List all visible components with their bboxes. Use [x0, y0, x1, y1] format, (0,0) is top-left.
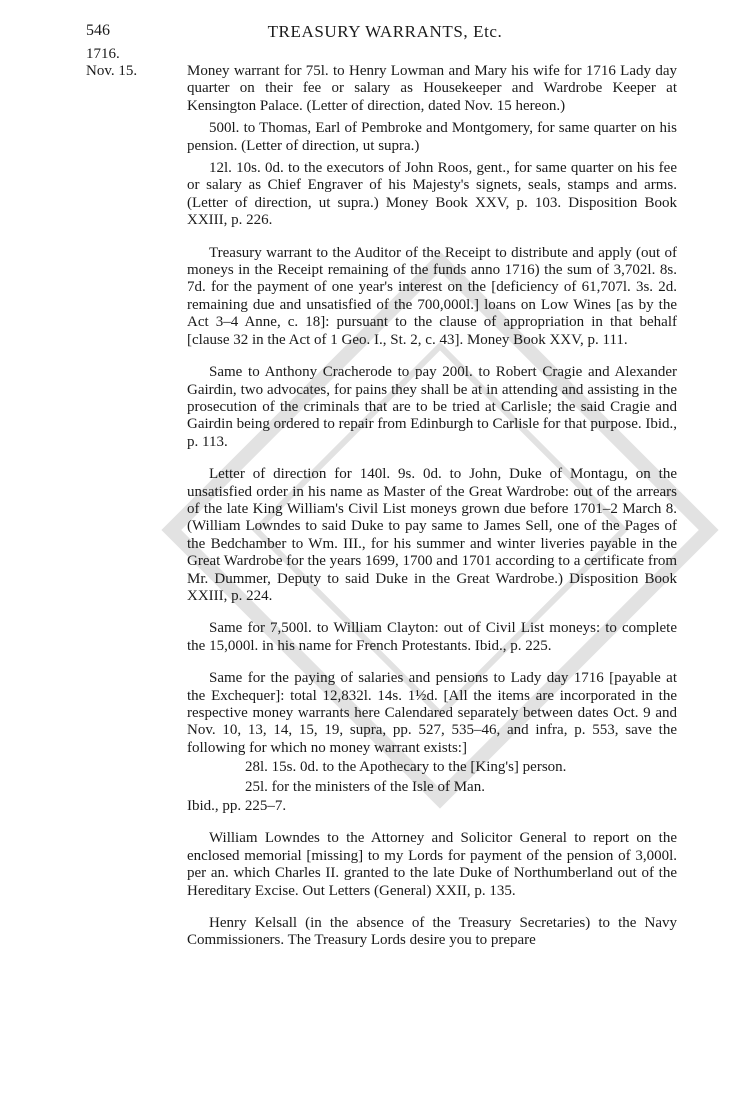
page-header	[76, 22, 694, 46]
entry-paragraph: Same for 7,500l. to William Clayton: out of Civil List moneys: to complete the 15,000l. in his name for French Protestants. Ibid., p. 225.	[187, 620, 677, 654]
entry-paragraph: 500l. to Thomas, Earl of Pembroke and Montgomery, for same quarter on his pension. (Letter of direction, ut supra.)	[187, 120, 677, 154]
entry-paragraph: Same for the paying of salaries and pensions to Lady day 1716 [payable at the Exchequer]: total 12,832l. 14s. 1½d. [All the items are incorporated in the respective money warrants here Calendared separately between dates Oct. 9 and Nov. 10, 13, 14, 15, 19, supra, pp. 527, 535–46, and infra, p. 553, save the following for which no money warrant exists:]	[187, 670, 677, 756]
entry-paragraph: Same to Anthony Cracherode to pay 200l. to Robert Cragie and Alexander Gairdin, two advocates, for pains they shall be at in attending and assisting in the prosecution of the criminals that are to be tried at Carlisle; the said Cragie and Gairdin being ordered to repair from Edinburgh to Carlisle for that purpose. Ibid., p. 113.	[187, 364, 678, 450]
entry-reference: Ibid., pp. 225–7.	[187, 798, 287, 815]
entry-subitem: 28l. 15s. 0d. to the Apothecary to the [King's] person.	[245, 759, 567, 776]
entry-paragraph: Treasury warrant to the Auditor of the Receipt to distribute and apply (out of moneys in the Receipt remaining of the funds anno 1716) the sum of 3,702l. 8s. 7d. for the payment of one year's interest on the [deficiency of 61,707l. 3s. 2d. remaining due and unsatisfied of the 700,000l.] loans on Low Wines [as by the Act 3–4 Anne, c. 18]: pursuant to the clause of appropriation in that behalf [clause 32 in the Act of 1 Geo. I., St. 2, c. 43]. Money Book XXV, p. 111.	[187, 244, 677, 348]
entry-paragraph: William Lowndes to the Attorney and Solicitor General to report on the enclosed memorial [missing] to my Lords for payment of the pension of 3,000l. per an. which Charles II. granted to the late Duke of Northumberland out of the Hereditary Excise. Out Letters (General) XXII, p. 135.	[187, 830, 677, 899]
entry-subitem: 25l. for the ministers of the Isle of Man.	[245, 778, 485, 795]
running-title: TREASURY WARRANTS, Etc.	[267, 22, 503, 41]
entry-paragraph: Henry Kelsall (in the absence of the Treasury Secretaries) to the Navy Commissioners. The Treasury Lords desire you to prepare	[187, 915, 677, 949]
page-number: 546	[86, 22, 110, 39]
document-body	[187, 63, 677, 950]
margin-date: Nov. 15.	[86, 63, 138, 79]
entry-paragraph: 12l. 10s. 0d. to the executors of John Roos, gent., for same quarter on his fee or salary as Chief Engraver of his Majesty's signets, seals, stamps and arms. (Letter of direction, ut supra.) Money Book XXV, p. 103. Disposition Book XXIII, p. 226.	[187, 160, 677, 229]
margin-year: 1716.	[86, 46, 120, 62]
entry-paragraph: Letter of direction for 140l. 9s. 0d. to John, Duke of Montagu, on the unsatisfied order in his name as Master of the Great Wardrobe: out of the arrears of the late King William's Civil List moneys grown due before 1701–2 March 8. (William Lowndes to said Duke to pay same to James Sell, one of the Pages of the Bedchamber to Wm. III., for his summer and winter liveries payable in the Great Wardrobe for the years 1699, 1700 and 1701 according to a certificate from Mr. Dummer, Deputy to said Duke in the Great Wardrobe.) Disposition Book XXIII, p. 224.	[187, 466, 677, 604]
entry-paragraph: Money warrant for 75l. to Henry Lowman and Mary his wife for 1716 Lady day quarter on their fee or salary as Housekeeper and Wardrobe Keeper at Kensington Palace. (Letter of direction, dated Nov. 15 hereon.)	[187, 63, 677, 114]
